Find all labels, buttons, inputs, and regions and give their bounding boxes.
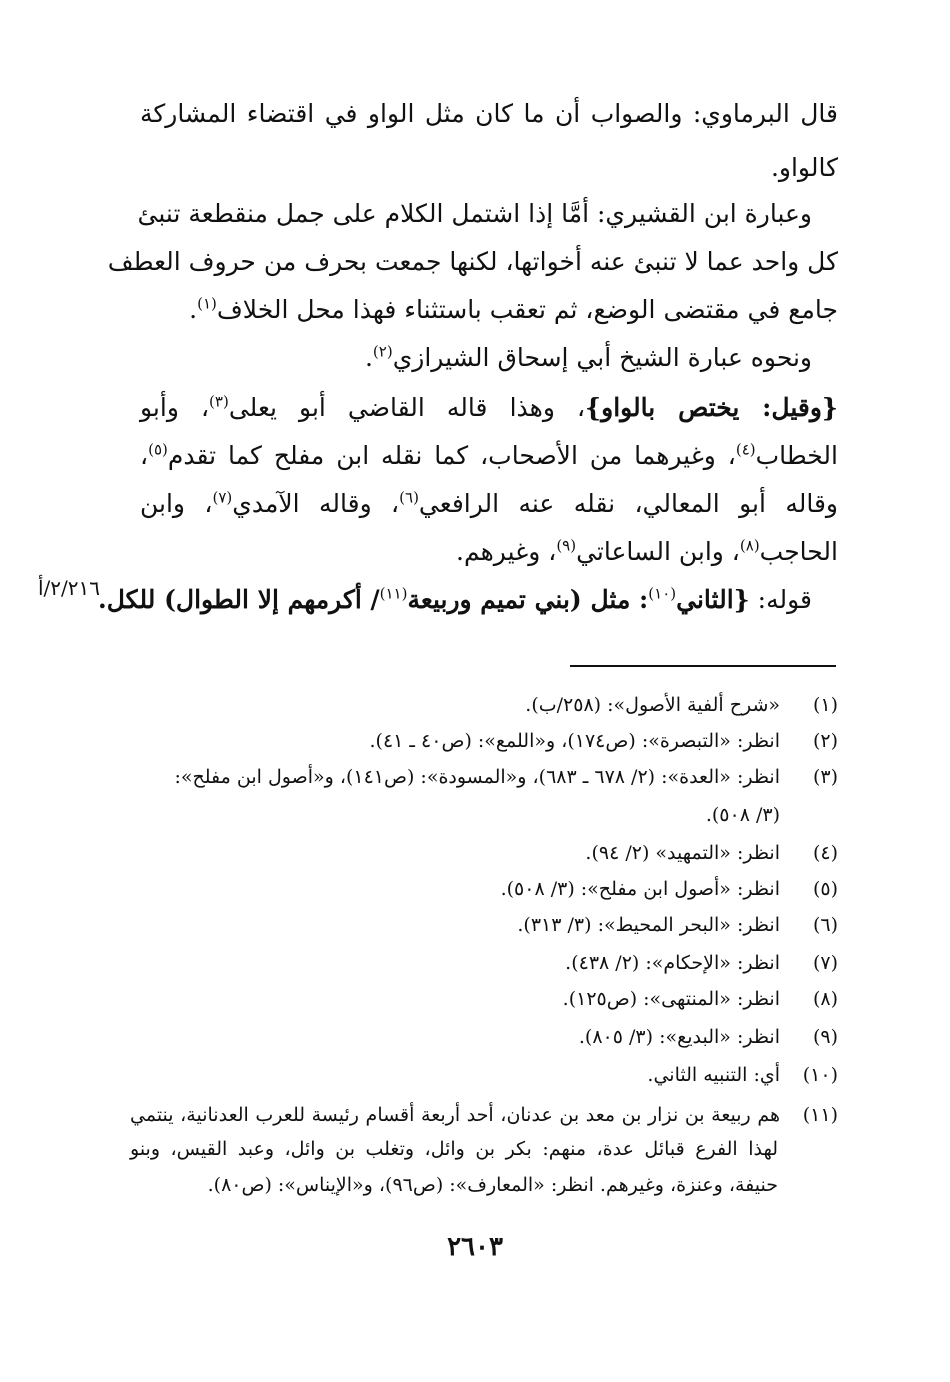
body-line-6-end: .: [364, 343, 373, 372]
footnote-2: [140, 726, 838, 760]
body-line-10-text: الحاجب: [759, 537, 838, 566]
footnote-ref-8[interactable]: (٨): [739, 536, 760, 555]
footnote-number: (٦): [812, 914, 838, 936]
footnote-7: [140, 948, 838, 982]
footnote-number: (٢): [812, 730, 838, 752]
footnote-4: [140, 838, 838, 872]
footnote-number: (٨): [812, 988, 838, 1010]
footnote-text: لهذا الفرع قبائل عدة، منهم: بكر بن وائل، وتغلب بن وائل، وعبد القيس، وبنو: [130, 1138, 778, 1160]
footnote-5: [140, 874, 838, 908]
footnote-ref-11[interactable]: (١١): [379, 584, 408, 603]
footnote-text: انظر: «البديع»: (٣/ ٨٠٥).: [578, 1026, 780, 1048]
footnote-number: (٥): [812, 878, 838, 900]
footnote-separator: [570, 665, 836, 667]
footnote-8: [140, 984, 838, 1018]
footnote-text: انظر: «الإحكام»: (٢/ ٤٣٨).: [565, 952, 780, 974]
body-line-8-text: الخطاب: [755, 441, 838, 470]
footnote-11: [130, 1100, 838, 1134]
body-line-5: [140, 288, 838, 338]
body-line-7-bold: {وقيل: يختص بالواو}: [585, 393, 838, 422]
footnote-text: «شرح ألفية الأصول»: (٢٥٨/ب).: [525, 694, 780, 716]
footnote-number: (١١): [802, 1104, 838, 1126]
body-line-11: [98, 578, 812, 628]
body-line-8-mid: ، وغيرهما من الأصحاب، كما نقله ابن مفلح كما تقدم: [167, 441, 736, 470]
footnote-text: انظر: «العدة»: (٢/ ٦٧٨ ـ ٦٨٣)، و«المسودة»: (ص١٤١)، و«أصول ابن مفلح»:: [174, 766, 780, 788]
footnote-ref-10[interactable]: (١٠): [648, 584, 677, 603]
body-line-9: [140, 482, 838, 532]
footnote-9: [140, 1022, 838, 1056]
footnote-11-cont-1: [130, 1134, 778, 1168]
footnote-text: حنيفة، وعنزة، وغيرهم. انظر: «المعارف»: (ص٩٦)، و«الإيناس»: (ص٨٠).: [207, 1174, 778, 1196]
body-line-7: [140, 386, 838, 436]
footnote-number: (٣): [812, 766, 838, 788]
footnote-6: [140, 910, 838, 944]
footnote-number: (٧): [812, 952, 838, 974]
body-line-5-end: .: [189, 295, 198, 324]
body-line-11-a: قوله:: [749, 585, 812, 614]
body-line-6-text: ونحوه عبارة الشيخ أبي إسحاق الشيرازي: [392, 343, 812, 372]
footnote-text: أي: التنبيه الثاني.: [647, 1064, 780, 1086]
body-line-9-mid: ، وقاله الآمدي: [232, 489, 400, 518]
body-line-8-end: ،: [140, 441, 149, 470]
body-line-9-end: ، وابن: [140, 489, 213, 518]
footnote-text: (٣/ ٥٠٨).: [705, 804, 780, 826]
body-line-4: كل واحد عما لا تنبئ عنه أخواتها، لكنها جمعت بحرف من حروف العطف: [107, 247, 838, 276]
footnote-text: انظر: «البحر المحيط»: (٣/ ٣١٣).: [517, 914, 780, 936]
footnote-ref-9[interactable]: (٩): [556, 536, 577, 555]
footnote-3: [140, 762, 838, 796]
footnote-ref-7[interactable]: (٧): [212, 488, 233, 507]
body-line-11-b: {الثاني: [676, 585, 750, 614]
body-line-7-end: ، وأبو: [140, 393, 210, 422]
footnote-number: (١): [812, 694, 838, 716]
footnote-ref-3[interactable]: (٣): [209, 392, 229, 411]
body-line-9-text: وقاله أبو المعالي، نقله عنه الرافعي: [418, 489, 838, 518]
footnote-text: انظر: «أصول ابن مفلح»: (٣/ ٥٠٨).: [500, 878, 780, 900]
footnote-text: انظر: «التمهيد» (٢/ ٩٤).: [585, 842, 780, 864]
footnote-text: انظر: «المنتهى»: (ص١٢٥).: [562, 988, 780, 1010]
footnote-ref-6[interactable]: (٦): [399, 488, 419, 507]
body-line-11-d: / أكرمهم إلا الطوال) للكل.: [98, 585, 380, 614]
body-line-8: [140, 434, 838, 484]
footnote-number: (١٠): [802, 1064, 838, 1086]
body-line-7-text: ، وهذا قاله القاضي أبو يعلى: [228, 393, 586, 422]
body-line-10-mid: ، وابن الساعاتي: [576, 537, 740, 566]
footnote-1: [140, 690, 838, 724]
manuscript-folio-note: ٢/٢١٦/أ: [38, 576, 101, 600]
footnote-ref-2[interactable]: (٢): [372, 342, 393, 361]
footnote-text: هم ربيعة بن نزار بن معد بن عدنان، أحد أربعة أقسام رئيسة للعرب العدنانية، ينتمي: [130, 1104, 780, 1126]
footnote-3-cont: [140, 800, 780, 834]
body-line-11-c: : مثل (بني تميم وربيعة: [407, 585, 649, 614]
footnote-number: (٤): [812, 842, 838, 864]
body-line-1: قال البرماوي: والصواب أن ما كان مثل الواو في اقتضاء المشاركة: [140, 99, 838, 128]
footnote-ref-4[interactable]: (٤): [735, 440, 756, 459]
footnote-number: (٩): [812, 1026, 838, 1048]
body-line-10-end: ، وغيرهم.: [456, 537, 557, 566]
body-line-6: [140, 336, 812, 386]
footnote-11-cont-2: [130, 1170, 778, 1204]
footnote-ref-5[interactable]: (٥): [148, 440, 168, 459]
footnote-text: انظر: «التبصرة»: (ص١٧٤)، و«اللمع»: (ص٤٠ ـ ٤١).: [369, 730, 780, 752]
footnote-ref-1[interactable]: (١): [197, 294, 217, 313]
body-line-3: وعبارة ابن القشيري: أمَّا إذا اشتمل الكلام على جمل منقطعة تنبئ: [137, 199, 812, 228]
page-number: ٢٦٠٣: [447, 1232, 503, 1262]
footnote-10: [140, 1060, 838, 1094]
body-line-2: كالواو.: [770, 153, 838, 182]
body-line-10: [140, 530, 838, 580]
body-line-5-text: جامع في مقتضى الوضع، ثم تعقب باستثناء فهذا محل الخلاف: [216, 295, 838, 324]
